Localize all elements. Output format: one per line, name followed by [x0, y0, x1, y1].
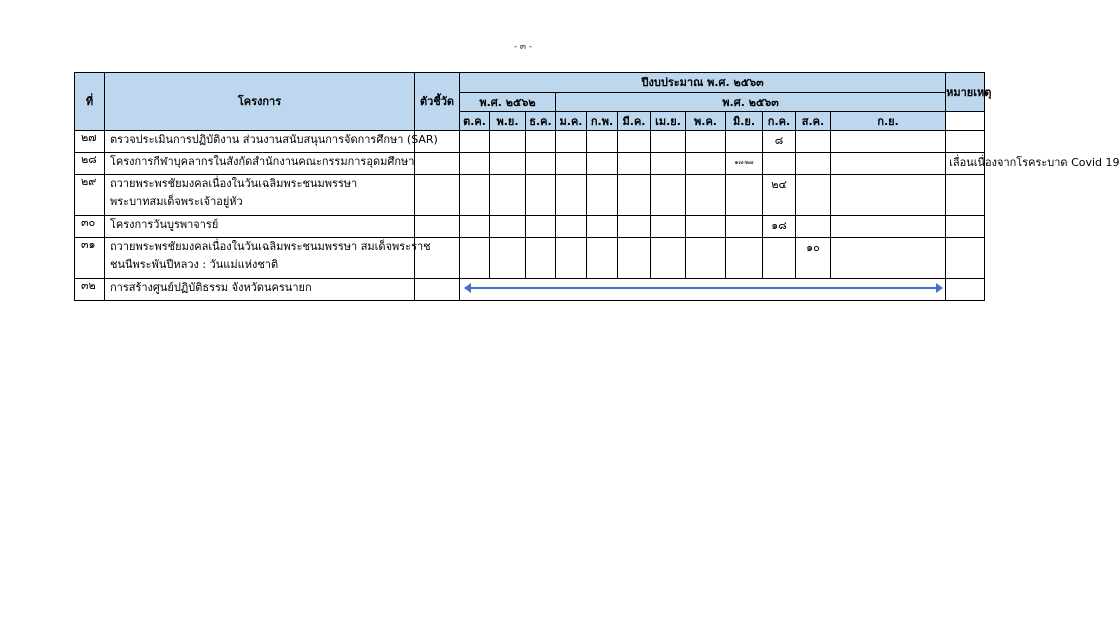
project-name-line: โครงการกีฬาบุคลากรในสังกัดสำนักงานคณะกรรมการอุดมศึกษา: [110, 155, 415, 168]
month-cell: [490, 131, 526, 153]
month-cell: [460, 131, 490, 153]
month-header: ก.ค.: [763, 112, 796, 131]
month-cell: [526, 238, 556, 279]
month-cell: [726, 238, 763, 279]
month-cell: [651, 238, 686, 279]
month-cell: [796, 175, 831, 216]
month-cell: [460, 175, 490, 216]
month-cell: [587, 238, 618, 279]
month-cell: ๘: [763, 131, 796, 153]
table-row: [75, 279, 985, 301]
note-cell: [946, 175, 985, 216]
row-number: ๓๒: [75, 279, 105, 301]
month-cell: ๑๗-๒๗: [726, 153, 763, 175]
activity-plan-table: [74, 72, 1120, 301]
table-row: [75, 238, 985, 279]
month-cell: [526, 216, 556, 238]
project-name: [105, 153, 415, 175]
month-cell: [796, 153, 831, 175]
project-name: [105, 216, 415, 238]
month-cell: [618, 238, 651, 279]
header-year-2562: พ.ศ. ๒๕๖๒: [460, 93, 556, 112]
month-cell: [490, 216, 526, 238]
month-cell: ๒๔: [763, 175, 796, 216]
month-cell: [796, 216, 831, 238]
month-cell: [651, 131, 686, 153]
indicator-cell: [415, 175, 460, 216]
month-cell: [618, 175, 651, 216]
month-cell: [490, 175, 526, 216]
month-cell: [556, 131, 587, 153]
month-cell: [587, 153, 618, 175]
month-cell: [763, 153, 796, 175]
project-name-line: พระบาทสมเด็จพระเจ้าอยู่หัว: [110, 195, 243, 208]
project-name-line: ตรวจประเมินการปฏิบัติงาน ส่วนงานสนับสนุนการจัดการศึกษา (SAR): [110, 133, 438, 146]
month-header: ม.ค.: [556, 112, 587, 131]
month-cell: [556, 216, 587, 238]
month-cell: [726, 175, 763, 216]
month-cell: [556, 238, 587, 279]
month-cell: [651, 216, 686, 238]
note-cell: [946, 238, 985, 279]
month-cell: [651, 153, 686, 175]
month-header: พ.ค.: [686, 112, 726, 131]
header-no: ที่: [75, 73, 105, 131]
month-cell: [726, 216, 763, 238]
month-header: มี.ค.: [618, 112, 651, 131]
month-cell: [831, 131, 946, 153]
project-name-line: การสร้างศูนย์ปฏิบัติธรรม จังหวัดนครนายก: [110, 281, 312, 294]
month-cell: [587, 131, 618, 153]
double-arrow-icon: [466, 287, 941, 289]
row-number: ๒๗: [75, 131, 105, 153]
month-cell: [796, 131, 831, 153]
month-cell: [831, 153, 946, 175]
month-header: ธ.ค.: [526, 112, 556, 131]
indicator-cell: [415, 279, 460, 301]
month-cell: [618, 131, 651, 153]
header-note: หมายเหตุ: [946, 73, 985, 112]
header-budget-year: ปีงบประมาณ พ.ศ. ๒๕๖๓: [460, 73, 946, 93]
month-header: ต.ค.: [460, 112, 490, 131]
table-row: [75, 131, 985, 153]
month-cell: [587, 175, 618, 216]
month-cell: [618, 216, 651, 238]
timeline-cell: [460, 279, 946, 301]
month-cell: [686, 175, 726, 216]
project-name-line: ชนนีพระพันปีหลวง : วันแม่แห่งชาติ: [110, 258, 279, 271]
month-cell: [490, 153, 526, 175]
header-project: โครงการ: [105, 73, 415, 131]
project-name-line: ถวายพระพรชัยมงคลเนื่องในวันเฉลิมพระชนมพรรษา: [110, 177, 358, 190]
project-name-line: ถวายพระพรชัยมงคลเนื่องในวันเฉลิมพระชนมพรรษา สมเด็จพระราช: [110, 240, 431, 253]
row-number: ๓๑: [75, 238, 105, 279]
month-cell: ๑๘: [763, 216, 796, 238]
month-cell: [726, 131, 763, 153]
indicator-cell: [415, 153, 460, 175]
month-cell: [686, 216, 726, 238]
row-number: ๒๙: [75, 175, 105, 216]
note-subheader-empty: [946, 112, 985, 131]
month-header: เม.ย.: [651, 112, 686, 131]
month-cell: [686, 238, 726, 279]
project-name-line: โครงการวันบูรพาจารย์: [110, 218, 219, 231]
month-cell: [831, 216, 946, 238]
indicator-cell: [415, 216, 460, 238]
note-cell: [946, 131, 985, 153]
row-number: ๓๐: [75, 216, 105, 238]
table-row: [75, 216, 985, 238]
project-name: [105, 131, 438, 153]
month-cell: [526, 131, 556, 153]
month-cell: [686, 153, 726, 175]
page-number: - ๓ -: [513, 42, 533, 52]
month-cell: [556, 175, 587, 216]
table-row: [75, 153, 985, 175]
row-number: ๒๘: [75, 153, 105, 175]
month-cell: [526, 153, 556, 175]
month-cell: [686, 131, 726, 153]
month-cell: [526, 175, 556, 216]
table-row: [75, 175, 985, 216]
month-header: มิ.ย.: [726, 112, 763, 131]
month-cell: [460, 216, 490, 238]
month-cell: [490, 238, 526, 279]
month-header: พ.ย.: [490, 112, 526, 131]
month-cell: [618, 153, 651, 175]
note-cell: [946, 216, 985, 238]
month-header: ก.พ.: [587, 112, 618, 131]
month-cell: [460, 238, 490, 279]
month-cell: [831, 238, 946, 279]
month-header: ส.ค.: [796, 112, 831, 131]
project-name: [105, 279, 415, 301]
month-cell: [763, 238, 796, 279]
month-cell: [556, 153, 587, 175]
header-year-2563: พ.ศ. ๒๕๖๓: [556, 93, 946, 112]
note-cell: เลื่อนเนื่องจากโรคระบาด Covid 19: [946, 153, 985, 175]
month-cell: [831, 175, 946, 216]
month-cell: ๑๐: [796, 238, 831, 279]
note-cell: [946, 279, 985, 301]
project-name: [105, 175, 415, 216]
month-cell: [651, 175, 686, 216]
month-header: ก.ย.: [831, 112, 946, 131]
month-cell: [587, 216, 618, 238]
month-cell: [460, 153, 490, 175]
header-indicator: ตัวชี้วัด: [415, 73, 460, 131]
project-name: [105, 238, 431, 279]
